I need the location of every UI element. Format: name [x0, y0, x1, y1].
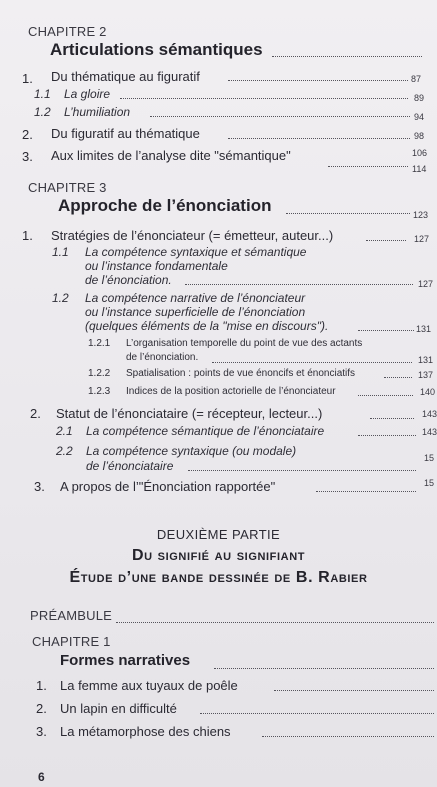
toc-entry-title: Spatialisation : points de vue énoncifs et énonciatifs	[126, 368, 356, 379]
leader-dots	[328, 166, 408, 167]
toc-entry-number: 1.1	[52, 245, 69, 259]
toc-entry-title: L’organisation temporelle du point de vue des actants	[126, 338, 363, 349]
toc-entry-number: 1.1	[34, 87, 51, 101]
toc-entry-title-cont: de l’énonciation.	[85, 273, 172, 287]
toc-entry-title-cont: ou l’instance fondamentale	[85, 259, 228, 273]
page-number: 98	[414, 131, 425, 141]
toc-entry-title: La femme aux tuyaux de poêle	[60, 678, 238, 693]
page-number: 94	[414, 112, 425, 122]
page-number: 137	[418, 370, 434, 380]
leader-dots	[370, 418, 414, 419]
toc-entry-title: Aux limites de l’analyse dite "sémantique"	[51, 148, 291, 163]
leader-dots	[228, 138, 410, 139]
leader-dots	[274, 690, 434, 691]
toc-entry-title: La gloire	[64, 87, 111, 101]
leader-dots	[286, 213, 410, 214]
toc-entry-title: Du figuratif au thématique	[51, 126, 200, 141]
toc-entry-number: 3.	[34, 479, 45, 494]
page-number: 114	[412, 164, 427, 174]
page-number: 131	[418, 355, 434, 365]
toc-entry-title: Stratégies de l’énonciateur (= émetteur, auteur...)	[51, 228, 334, 243]
toc-entry-number: 2.	[22, 127, 33, 142]
toc-entry-number: 1.2	[52, 291, 69, 305]
page-number: 143	[422, 427, 437, 437]
page-number: 143	[422, 409, 437, 419]
toc-entry-title: A propos de l’"Énonciation rapportée"	[60, 479, 276, 494]
leader-dots	[200, 713, 434, 714]
leader-dots	[358, 330, 414, 331]
toc-entry-number: 2.2	[56, 444, 73, 458]
leader-dots	[272, 56, 422, 57]
toc-entry-number: 2.	[30, 406, 41, 421]
toc-entry-number: 3.	[36, 724, 47, 739]
toc-entry-number: 1.	[22, 228, 33, 243]
page-number: 106	[412, 148, 428, 158]
toc-entry-title-cont: de l’énonciataire	[86, 459, 174, 473]
leader-dots	[214, 668, 434, 669]
leader-dots	[150, 116, 410, 117]
page-number: 15	[424, 478, 435, 488]
toc-entry-title-cont: (quelques éléments de la "mise en discours").	[85, 319, 329, 333]
page-number: 127	[414, 234, 430, 244]
leader-dots	[358, 395, 413, 396]
toc-entry-number: 1.2.2	[88, 368, 111, 379]
leader-dots	[188, 470, 416, 471]
toc-entry-title: L’humiliation	[64, 105, 131, 119]
page-number: 89	[414, 93, 425, 103]
toc-entry-number: 1.	[22, 71, 33, 86]
chapter2-title: Articulations sémantiques	[50, 40, 263, 59]
leader-dots	[358, 435, 416, 436]
chapter1-label: CHAPITRE 1	[32, 634, 111, 649]
toc-entry-title: La compétence sémantique de l’énonciataire	[86, 424, 325, 438]
leader-dots	[262, 736, 434, 737]
leader-dots	[366, 240, 406, 241]
page-number: 87	[411, 74, 422, 84]
chapter3-label: CHAPITRE 3	[28, 180, 107, 195]
toc-entry-title-cont: ou l’instance superficielle de l’énonciation	[85, 305, 306, 319]
leader-dots	[316, 491, 416, 492]
page-number: 127	[418, 279, 434, 289]
leader-dots	[212, 362, 412, 363]
toc-entry-number: 1.2.1	[88, 338, 111, 349]
chapter1-title: Formes narratives	[60, 652, 191, 669]
toc-entry-number: 1.2.3	[88, 386, 111, 397]
leader-dots	[120, 98, 408, 99]
page-number: 123	[413, 210, 429, 220]
toc-entry-title: La compétence syntaxique (ou modale)	[86, 444, 297, 458]
toc-entry-title: Indices de la position actorielle de l’énonciateur	[126, 386, 336, 397]
toc-entry-number: 2.	[36, 701, 47, 716]
toc-entry-title: Un lapin en difficulté	[60, 701, 177, 716]
folio-page-number: 6	[38, 770, 45, 784]
page-number: 15	[424, 453, 435, 463]
part2-title: Du signifié au signifiant	[131, 547, 306, 564]
toc-entry-number: 3.	[22, 149, 33, 164]
toc-entry-title: Du thématique au figuratif	[51, 69, 200, 84]
chapter2-label: CHAPITRE 2	[28, 24, 107, 39]
toc-entry-title-cont: de l’énonciation.	[126, 352, 199, 363]
chapter3-title: Approche de l’énonciation	[58, 196, 272, 215]
leader-dots	[116, 622, 434, 623]
leader-dots	[384, 377, 412, 378]
page-number: 131	[416, 324, 432, 334]
toc-entry-title: La métamorphose des chiens	[60, 724, 231, 739]
page-number: 140	[420, 387, 436, 397]
toc-entry-number: 1.	[36, 678, 47, 693]
part2-label: DEUXIÈME PARTIE	[156, 527, 281, 542]
leader-dots	[228, 80, 408, 81]
part2-subtitle: Étude d’une bande dessinée de B. Rabier	[69, 569, 368, 586]
preamble-label: PRÉAMBULE	[30, 608, 112, 623]
toc-entry-title: La compétence narrative de l’énonciateur	[85, 291, 306, 305]
toc-entry-number: 1.2	[34, 105, 51, 119]
toc-entry-title: La compétence syntaxique et sémantique	[85, 245, 307, 259]
toc-entry-number: 2.1	[56, 424, 73, 438]
leader-dots	[185, 284, 413, 285]
toc-entry-title: Statut de l’énonciataire (= récepteur, lecteur...)	[56, 406, 323, 421]
